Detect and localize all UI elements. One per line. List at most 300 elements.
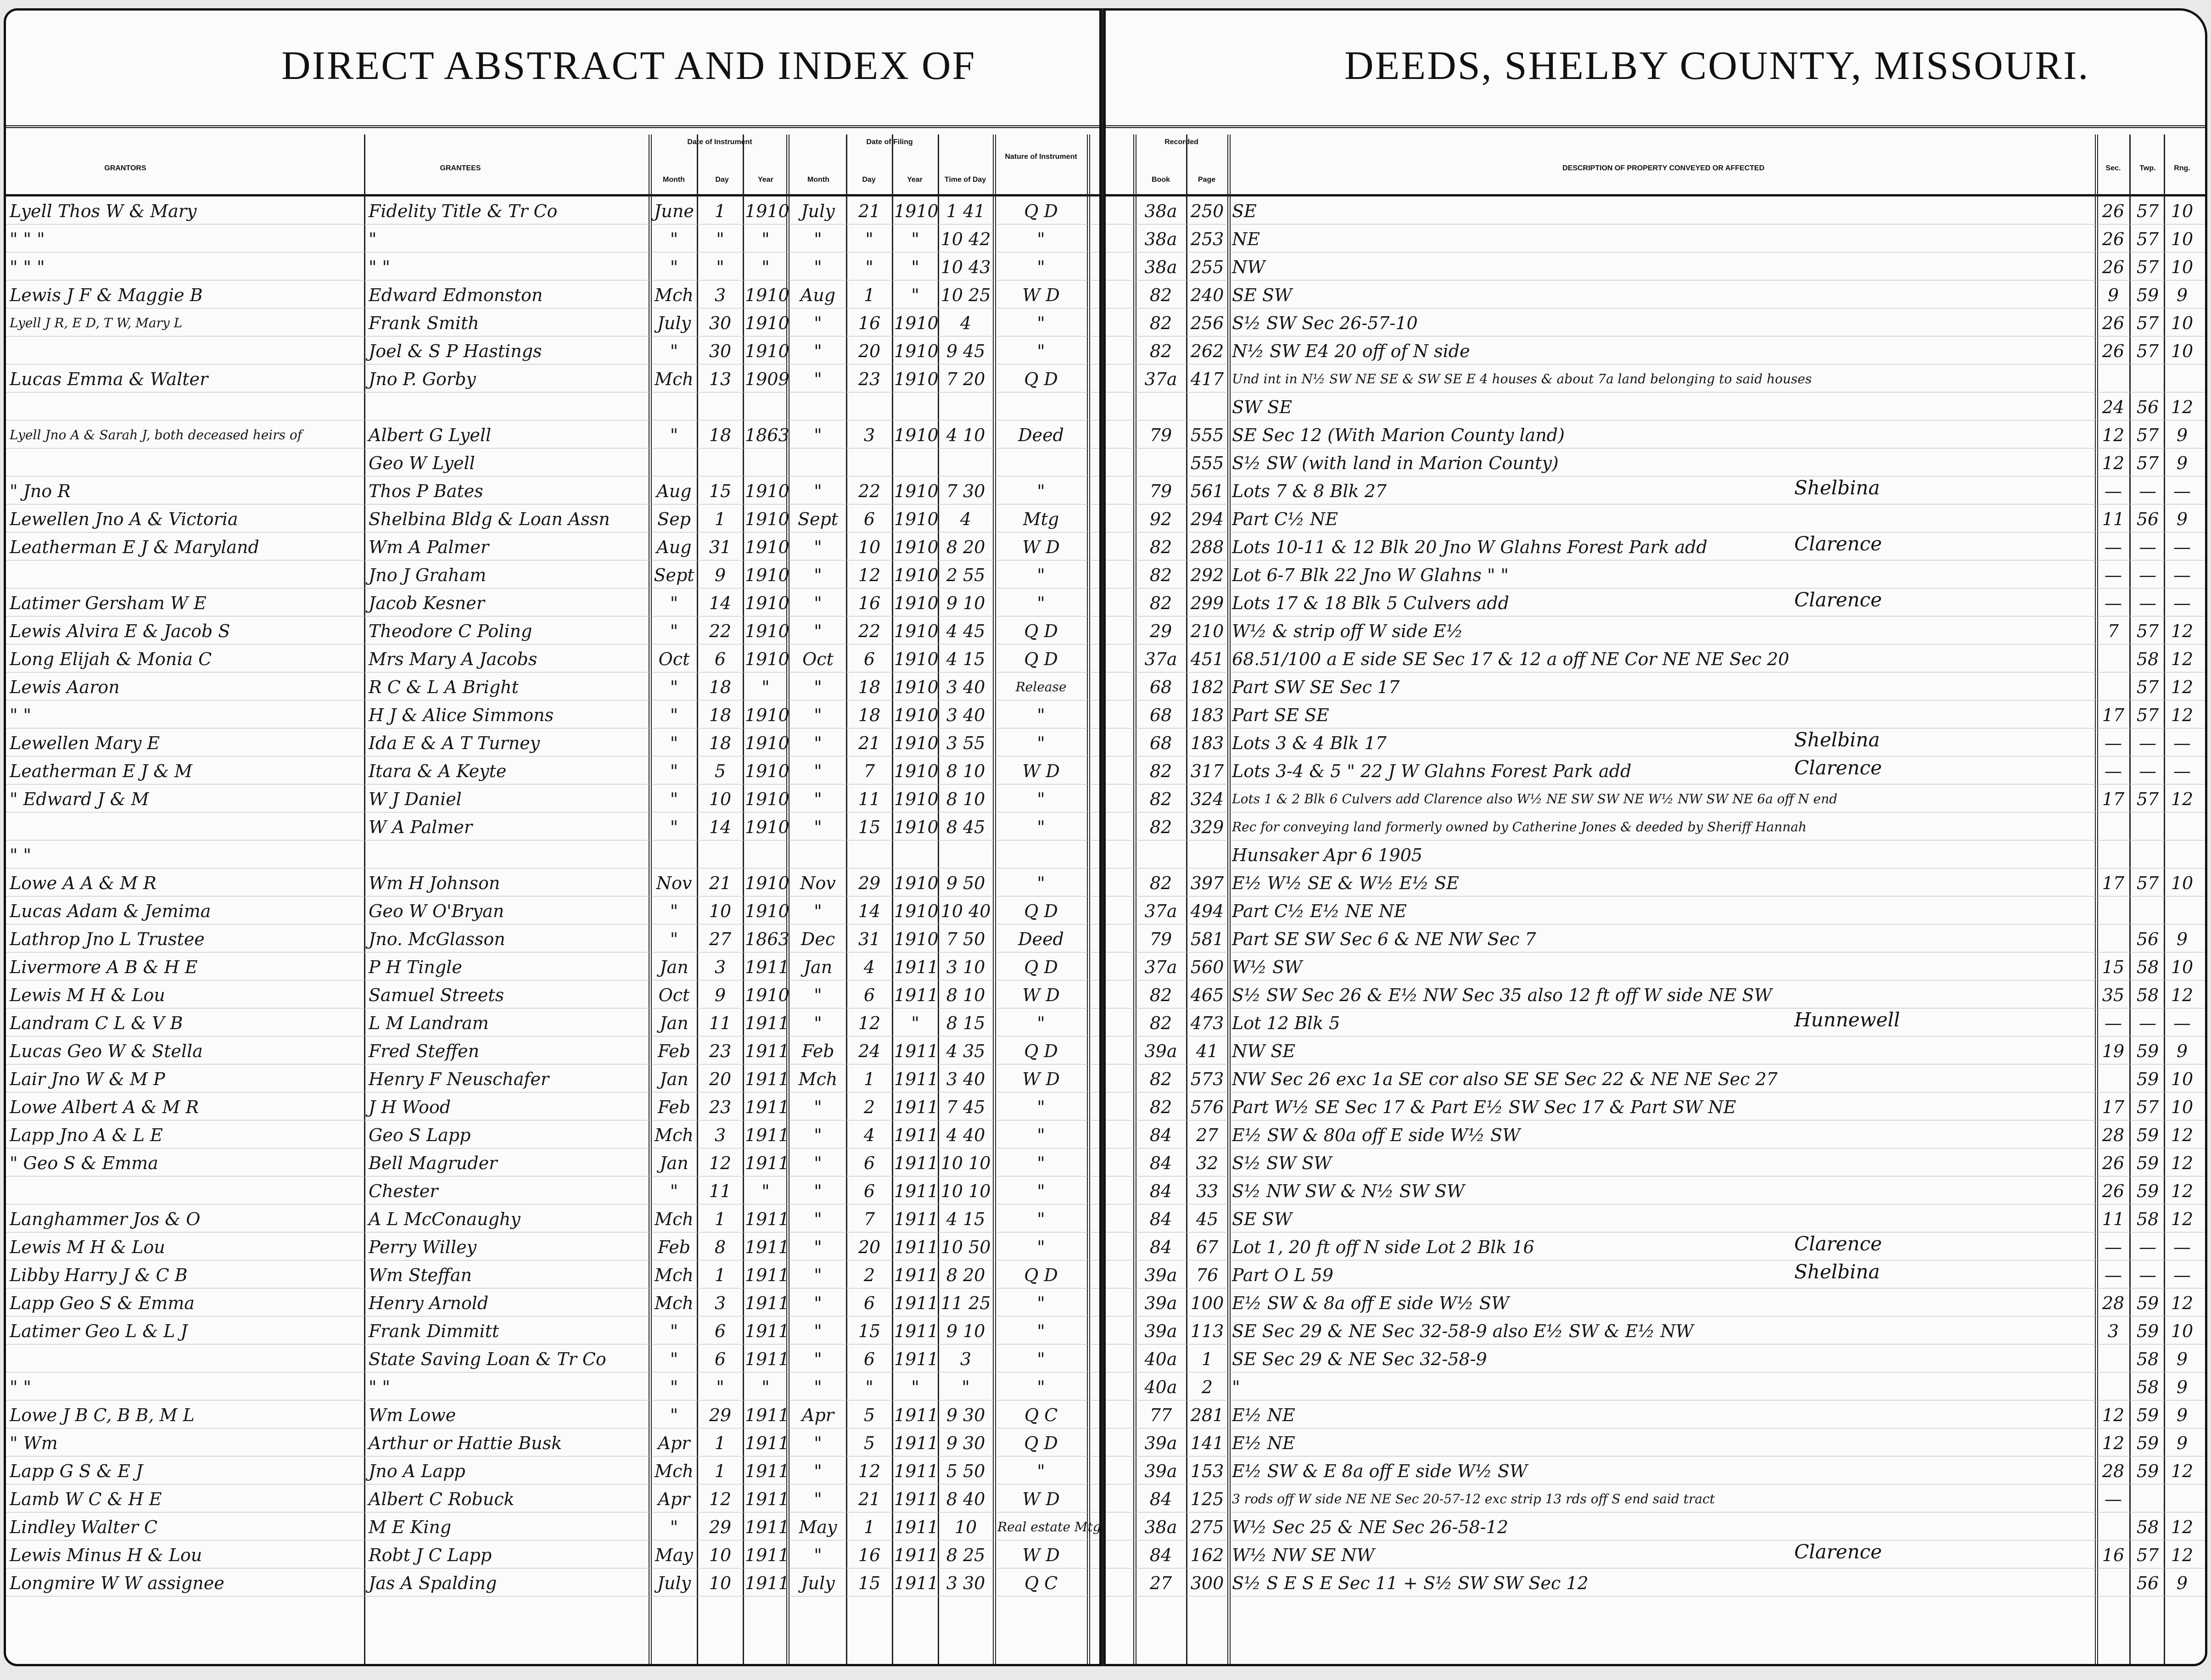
file-month-cell: " (814, 789, 822, 809)
file-month-cell: Nov (800, 873, 836, 893)
twp-cell: 57 (2136, 1545, 2159, 1565)
twp-cell: — (2139, 1265, 2156, 1285)
rng-cell (2167, 844, 2197, 866)
town-annotation: Shelbina (1794, 476, 1880, 499)
time-cell: 10 10 (940, 1181, 991, 1201)
inst-year-cell: 1863 (745, 929, 789, 949)
sec-cell (2098, 648, 2128, 670)
description-cell: S½ NW SW & N½ SW SW (1232, 1181, 1465, 1201)
left-table-row (6, 1400, 1099, 1428)
left-table-row (6, 1428, 1099, 1456)
twp-cell: 56 (2136, 929, 2159, 949)
twp-cell (2133, 900, 2163, 922)
rng-cell: — (2173, 1265, 2191, 1285)
book-cell: 39a (1144, 1321, 1177, 1341)
description-cell: W½ Sec 25 & NE Sec 26-58-12 (1232, 1517, 1508, 1537)
grantor-cell: Libby Harry J & C B (10, 1265, 188, 1285)
book-cell: 82 (1149, 873, 1172, 893)
inst-year-cell: 1911 (745, 1517, 789, 1537)
inst-month-cell: Mch (655, 1265, 694, 1285)
rng-cell (2167, 1488, 2197, 1510)
left-table-row (6, 924, 1099, 952)
nature-cell (997, 396, 1085, 418)
grantor-cell: " " (10, 705, 32, 725)
left-page (4, 8, 1102, 1666)
inst-year-cell: 1911 (745, 1545, 789, 1565)
file-year-cell: 1911 (894, 1405, 939, 1425)
inst-month-cell (652, 396, 696, 418)
right-table-row (1106, 1428, 2205, 1456)
sec-cell: — (2105, 537, 2122, 557)
grantor-cell: Lapp Geo S & Emma (10, 1293, 195, 1313)
sec-cell (2098, 1376, 2128, 1398)
file-day-cell: " (865, 257, 873, 277)
inst-year-cell: 1910 (745, 313, 789, 333)
left-table-row (6, 224, 1099, 252)
file-day-cell: 22 (858, 481, 881, 501)
page-cell: 76 (1196, 1265, 1219, 1285)
rng-cell: 9 (2176, 285, 2188, 305)
right-table-row (1106, 1344, 2205, 1372)
description-cell: Lot 12 Blk 5 (1232, 1013, 1340, 1033)
inst-day-cell: " (716, 1377, 724, 1397)
right-table-row (1106, 196, 2205, 224)
inst-day-cell: " (716, 257, 724, 277)
rng-cell: 10 (2171, 1321, 2194, 1341)
sec-cell: 26 (2102, 1181, 2125, 1201)
description-cell: Und int in N½ SW NE SE & SW SE E 4 houses & about 7a land belonging to said houses (1232, 371, 1812, 386)
file-month-cell: " (814, 229, 822, 249)
description-cell: E½ W½ SE & W½ E½ SE (1232, 873, 1459, 893)
book-cell: 37a (1144, 369, 1177, 389)
nature-cell: " (1037, 1237, 1045, 1257)
inst-year-cell: 1910 (745, 649, 789, 669)
file-month-cell: " (814, 1293, 822, 1313)
inst-day-cell: 14 (709, 593, 732, 613)
right-table-row (1106, 448, 2205, 476)
file-year-cell: 1910 (894, 341, 939, 361)
grantee-cell: Henry Arnold (369, 1293, 489, 1313)
time-cell: 4 45 (946, 621, 985, 641)
file-month-cell: Mch (798, 1069, 838, 1089)
grantee-cell: W A Palmer (369, 817, 473, 837)
rng-cell: — (2173, 565, 2191, 585)
inst-day-cell: 29 (709, 1517, 732, 1537)
file-month-cell: " (814, 1097, 822, 1117)
description-cell: SW SE (1232, 397, 1292, 417)
inst-month-cell: Aug (656, 481, 692, 501)
page-cell (1188, 844, 1226, 866)
inst-year-cell: 1910 (745, 285, 789, 305)
town-annotation: Clarence (1794, 1540, 1882, 1563)
inst-year-cell: 1910 (745, 705, 789, 725)
rng-cell: 12 (2171, 1181, 2194, 1201)
inst-year-cell: 1911 (745, 1237, 789, 1257)
time-cell: 9 10 (946, 1321, 985, 1341)
twp-cell: 57 (2136, 677, 2159, 697)
left-table-row (6, 392, 1099, 420)
file-month-cell: Jan (803, 957, 833, 977)
inst-day-cell: 8 (714, 1237, 726, 1257)
right-table-row (1106, 1036, 2205, 1064)
nature-cell: Mtg (1023, 509, 1059, 529)
inst-day-cell: 30 (709, 313, 732, 333)
twp-cell: — (2139, 537, 2156, 557)
description-cell: W½ & strip off W side E½ (1232, 621, 1463, 641)
file-year-cell: 1911 (894, 1573, 939, 1593)
rng-cell (2167, 368, 2197, 390)
description-cell: E½ SW & 8a off E side W½ SW (1232, 1293, 1509, 1313)
grantor-cell: Lewis M H & Lou (10, 985, 165, 1005)
file-day-cell: 31 (858, 929, 881, 949)
file-year-cell: 1910 (894, 677, 939, 697)
inst-year-cell: 1911 (745, 1405, 789, 1425)
nature-cell: " (1037, 705, 1045, 725)
grantee-cell: Theodore C Poling (369, 621, 532, 641)
file-month-cell: " (814, 1237, 822, 1257)
right-table-row (1106, 1288, 2205, 1316)
twp-cell: 56 (2136, 509, 2159, 529)
right-table-row (1106, 924, 2205, 952)
grantee-cell: M E King (369, 1517, 452, 1537)
left-table-row (6, 840, 1099, 868)
inst-month-cell: " (670, 929, 678, 949)
inst-year-cell: 1910 (745, 621, 789, 641)
sec-cell: 17 (2102, 705, 2125, 725)
sec-cell: 12 (2102, 1433, 2125, 1453)
inst-month-cell: Mch (655, 1125, 694, 1145)
twp-cell: — (2139, 481, 2156, 501)
right-table-row (1106, 1204, 2205, 1232)
book-cell: 84 (1149, 1125, 1172, 1145)
file-day-cell: 24 (858, 1041, 881, 1061)
description-cell: W½ NW SE NW (1232, 1545, 1375, 1565)
twp-cell: 57 (2136, 873, 2159, 893)
rng-cell (2167, 816, 2197, 838)
inst-day-cell (699, 844, 741, 866)
file-year-cell: 1911 (894, 1349, 939, 1369)
inst-month-cell: " (670, 425, 678, 445)
sec-cell: — (2105, 1489, 2122, 1509)
left-table-row (6, 560, 1099, 588)
description-cell: Part C½ E½ NE NE (1232, 901, 1407, 921)
inst-year-cell: 1911 (745, 1041, 789, 1061)
nature-cell: W D (1022, 1489, 1060, 1509)
inst-month-cell: " (670, 1349, 678, 1369)
grantee-cell: Wm H Johnson (369, 873, 500, 893)
file-day-cell: 5 (863, 1405, 875, 1425)
nature-cell: Q D (1024, 369, 1058, 389)
file-year-cell: 1910 (894, 789, 939, 809)
sec-cell (2098, 816, 2128, 838)
sec-cell: — (2105, 733, 2122, 753)
time-cell: 8 45 (946, 817, 985, 837)
grantor-cell: Langhammer Jos & O (10, 1209, 201, 1229)
grantee-cell: " " (369, 257, 391, 277)
time-cell: 8 10 (946, 985, 985, 1005)
book-cell: 37a (1144, 649, 1177, 669)
nature-cell: W D (1022, 761, 1060, 781)
description-cell: E½ SW & 80a off E side W½ SW (1232, 1125, 1521, 1145)
twp-cell: 57 (2136, 425, 2159, 445)
nature-cell: Q D (1024, 901, 1058, 921)
header-inst-day: Day (715, 176, 729, 184)
twp-cell: 59 (2136, 1461, 2159, 1481)
grantee-cell: Albert C Robuck (369, 1489, 515, 1509)
file-month-cell: " (814, 369, 822, 389)
inst-day-cell: 3 (714, 957, 726, 977)
sec-cell: 12 (2102, 453, 2125, 473)
file-day-cell: 12 (858, 1013, 881, 1033)
file-month-cell: " (814, 481, 822, 501)
file-year-cell: 1911 (894, 1265, 939, 1285)
time-cell: 4 15 (946, 649, 985, 669)
inst-month-cell: " (670, 229, 678, 249)
page-cell: 262 (1190, 341, 1224, 361)
page-cell: 27 (1196, 1125, 1219, 1145)
inst-day-cell: 6 (714, 1349, 726, 1369)
inst-day-cell: 10 (709, 789, 732, 809)
grantee-cell: Wm A Palmer (369, 537, 489, 557)
grantee-cell: H J & Alice Simmons (369, 705, 554, 725)
description-cell: Part SE SE (1232, 705, 1329, 725)
page-cell: 581 (1190, 929, 1224, 949)
description-cell: SE SW (1232, 1209, 1292, 1229)
file-month-cell: July (801, 201, 835, 221)
rng-cell: 12 (2171, 1517, 2194, 1537)
inst-day-cell: 3 (714, 1125, 726, 1145)
inst-day-cell: 20 (709, 1069, 732, 1089)
time-cell: 7 30 (946, 481, 985, 501)
inst-day-cell: 3 (714, 285, 726, 305)
file-year-cell: 1911 (894, 1237, 939, 1257)
time-cell: 3 55 (946, 733, 985, 753)
left-table-row (6, 728, 1099, 756)
file-month-cell: " (814, 313, 822, 333)
rng-cell (2167, 900, 2197, 922)
time-cell (940, 452, 991, 474)
inst-year-cell: 1910 (745, 201, 789, 221)
grantee-cell: " " (369, 1377, 391, 1397)
rng-cell: 9 (2176, 1349, 2188, 1369)
town-annotation: Shelbina (1794, 1260, 1880, 1283)
inst-day-cell: 1 (714, 1265, 726, 1285)
right-table-row (1106, 336, 2205, 364)
right-table-row (1106, 868, 2205, 896)
inst-month-cell: Jan (660, 1013, 688, 1033)
file-day-cell: 11 (858, 789, 881, 809)
twp-cell: 56 (2136, 397, 2159, 417)
inst-month-cell: Apr (658, 1433, 690, 1453)
time-cell: 4 40 (946, 1125, 985, 1145)
time-cell: 9 10 (946, 593, 985, 613)
grantee-cell: Henry F Neuschafer (369, 1069, 549, 1089)
rng-cell: 9 (2176, 509, 2188, 529)
inst-year-cell: 1911 (745, 1069, 789, 1089)
inst-year-cell: 1911 (745, 1489, 789, 1509)
right-table-row (1106, 700, 2205, 728)
file-month-cell (791, 452, 845, 474)
right-table-row (1106, 1092, 2205, 1120)
file-year-cell: 1911 (894, 1097, 939, 1117)
left-table-row (6, 1008, 1099, 1036)
grantee-cell: Fred Steffen (369, 1041, 480, 1061)
left-table-row (6, 532, 1099, 560)
grantor-cell: Leatherman E J & M (10, 761, 192, 781)
page-cell: 294 (1190, 509, 1224, 529)
inst-year-cell: 1909 (745, 369, 789, 389)
twp-cell: 58 (2136, 957, 2159, 977)
grantor-cell: Longmire W W assignee (10, 1573, 224, 1593)
grantee-cell: Jas A Spalding (369, 1573, 497, 1593)
book-cell: 40a (1144, 1377, 1177, 1397)
book-cell: 38a (1144, 201, 1177, 221)
right-table-row (1106, 1372, 2205, 1400)
grantor-cell: Lowe Albert A & M R (10, 1097, 199, 1117)
book-cell (1138, 844, 1184, 866)
file-day-cell: 18 (858, 705, 881, 725)
nature-cell: " (1037, 1181, 1045, 1201)
page-cell: 299 (1190, 593, 1224, 613)
rng-cell: — (2173, 481, 2191, 501)
left-table-row (6, 812, 1099, 840)
rng-cell: 10 (2171, 1097, 2194, 1117)
sec-cell (2098, 368, 2128, 390)
grantee-cell: P H Tingle (369, 957, 462, 977)
grantee-cell: Frank Smith (369, 313, 479, 333)
page-cell: 240 (1190, 285, 1224, 305)
description-cell: NW Sec 26 exc 1a SE cor also SE SE Sec 22 & NE NE Sec 27 (1232, 1069, 1778, 1089)
left-table-row (6, 1540, 1099, 1568)
header-book: Book (1152, 176, 1170, 184)
book-cell: 82 (1149, 565, 1172, 585)
left-table-row (6, 1372, 1099, 1400)
page-cell: 100 (1190, 1293, 1224, 1313)
inst-month-cell: " (670, 705, 678, 725)
inst-year-cell: 1910 (745, 789, 789, 809)
right-table-row (1106, 364, 2205, 392)
time-cell: 8 25 (946, 1545, 985, 1565)
grantee-cell: Geo S Lapp (369, 1125, 471, 1145)
right-table-row (1106, 1232, 2205, 1260)
inst-year-cell: 1910 (745, 985, 789, 1005)
twp-cell: — (2139, 1013, 2156, 1033)
rng-cell: 12 (2171, 705, 2194, 725)
file-month-cell: Apr (802, 1405, 834, 1425)
inst-day-cell: 13 (709, 369, 732, 389)
right-table-row (1106, 588, 2205, 616)
description-cell: NE (1232, 229, 1260, 249)
sec-cell: — (2105, 1013, 2122, 1033)
right-table-row (1106, 308, 2205, 336)
left-table-row (6, 1484, 1099, 1512)
nature-cell: " (1037, 1209, 1045, 1229)
nature-cell: " (1037, 817, 1045, 837)
header-rng: Rng. (2174, 164, 2190, 172)
book-cell: 84 (1149, 1181, 1172, 1201)
inst-year-cell: 1910 (745, 537, 789, 557)
description-cell: Lot 6-7 Blk 22 Jno W Glahns " " (1232, 565, 1509, 585)
description-cell: " (1232, 1377, 1240, 1397)
file-month-cell: " (814, 1545, 822, 1565)
twp-cell: 57 (2136, 257, 2159, 277)
twp-cell: 58 (2136, 1349, 2159, 1369)
page-cell: 397 (1190, 873, 1224, 893)
inst-month-cell: Sept (654, 565, 694, 585)
nature-cell: " (1037, 565, 1045, 585)
rng-cell: 12 (2171, 1545, 2194, 1565)
inst-year-cell: 1911 (745, 1209, 789, 1229)
nature-cell: " (1037, 733, 1045, 753)
inst-day-cell: 9 (714, 565, 726, 585)
twp-cell: 59 (2136, 285, 2159, 305)
time-cell: 8 20 (946, 1265, 985, 1285)
book-cell: 82 (1149, 817, 1172, 837)
time-cell: 8 15 (946, 1013, 985, 1033)
nature-cell: " (1037, 313, 1045, 333)
left-table-row (6, 784, 1099, 812)
nature-cell: W D (1022, 985, 1060, 1005)
grantor-cell (10, 396, 363, 418)
twp-cell: 59 (2136, 1125, 2159, 1145)
time-cell: 10 (954, 1517, 977, 1537)
page-cell: 473 (1190, 1013, 1224, 1033)
file-day-cell (848, 452, 890, 474)
nature-cell: " (1037, 1349, 1045, 1369)
file-day-cell: 16 (858, 1545, 881, 1565)
file-month-cell: Feb (801, 1041, 834, 1061)
file-month-cell: " (814, 1153, 822, 1173)
book-cell: 68 (1149, 733, 1172, 753)
sec-cell: 17 (2102, 789, 2125, 809)
file-day-cell: 29 (858, 873, 881, 893)
page-cell: 41 (1196, 1041, 1219, 1061)
grantee-cell: Shelbina Bldg & Loan Assn (369, 509, 610, 529)
twp-cell: 56 (2136, 1573, 2159, 1593)
inst-day-cell: 30 (709, 341, 732, 361)
file-month-cell: " (814, 817, 822, 837)
twp-cell: 57 (2136, 341, 2159, 361)
left-table-row (6, 1064, 1099, 1092)
grantor-cell: Lathrop Jno L Trustee (10, 929, 205, 949)
file-month-cell (791, 844, 845, 866)
file-day-cell: 2 (863, 1265, 875, 1285)
inst-year-cell: " (761, 677, 770, 697)
file-month-cell: " (814, 565, 822, 585)
description-cell: S½ S E S E Sec 11 + S½ SW SW Sec 12 (1232, 1573, 1589, 1593)
time-cell: 3 40 (946, 705, 985, 725)
inst-year-cell: 1911 (745, 1573, 789, 1593)
time-cell: 5 50 (946, 1461, 985, 1481)
inst-year-cell: 1910 (745, 901, 789, 921)
file-year-cell: 1910 (894, 705, 939, 725)
book-cell: 84 (1149, 1209, 1172, 1229)
nature-cell: " (1037, 1377, 1045, 1397)
file-year-cell: " (911, 285, 919, 305)
inst-year-cell: 1911 (745, 1125, 789, 1145)
grantee-cell: Frank Dimmitt (369, 1321, 499, 1341)
grantor-cell: Lapp Jno A & L E (10, 1125, 163, 1145)
inst-month-cell: " (670, 901, 678, 921)
file-day-cell: 7 (863, 761, 875, 781)
file-year-cell: 1911 (894, 1489, 939, 1509)
sec-cell: 11 (2102, 1209, 2125, 1229)
file-year-cell: 1911 (894, 1517, 939, 1537)
grantor-cell: Lair Jno W & M P (10, 1069, 165, 1089)
inst-month-cell: July (657, 313, 691, 333)
book-cell: 82 (1149, 761, 1172, 781)
right-table-row (1106, 504, 2205, 532)
